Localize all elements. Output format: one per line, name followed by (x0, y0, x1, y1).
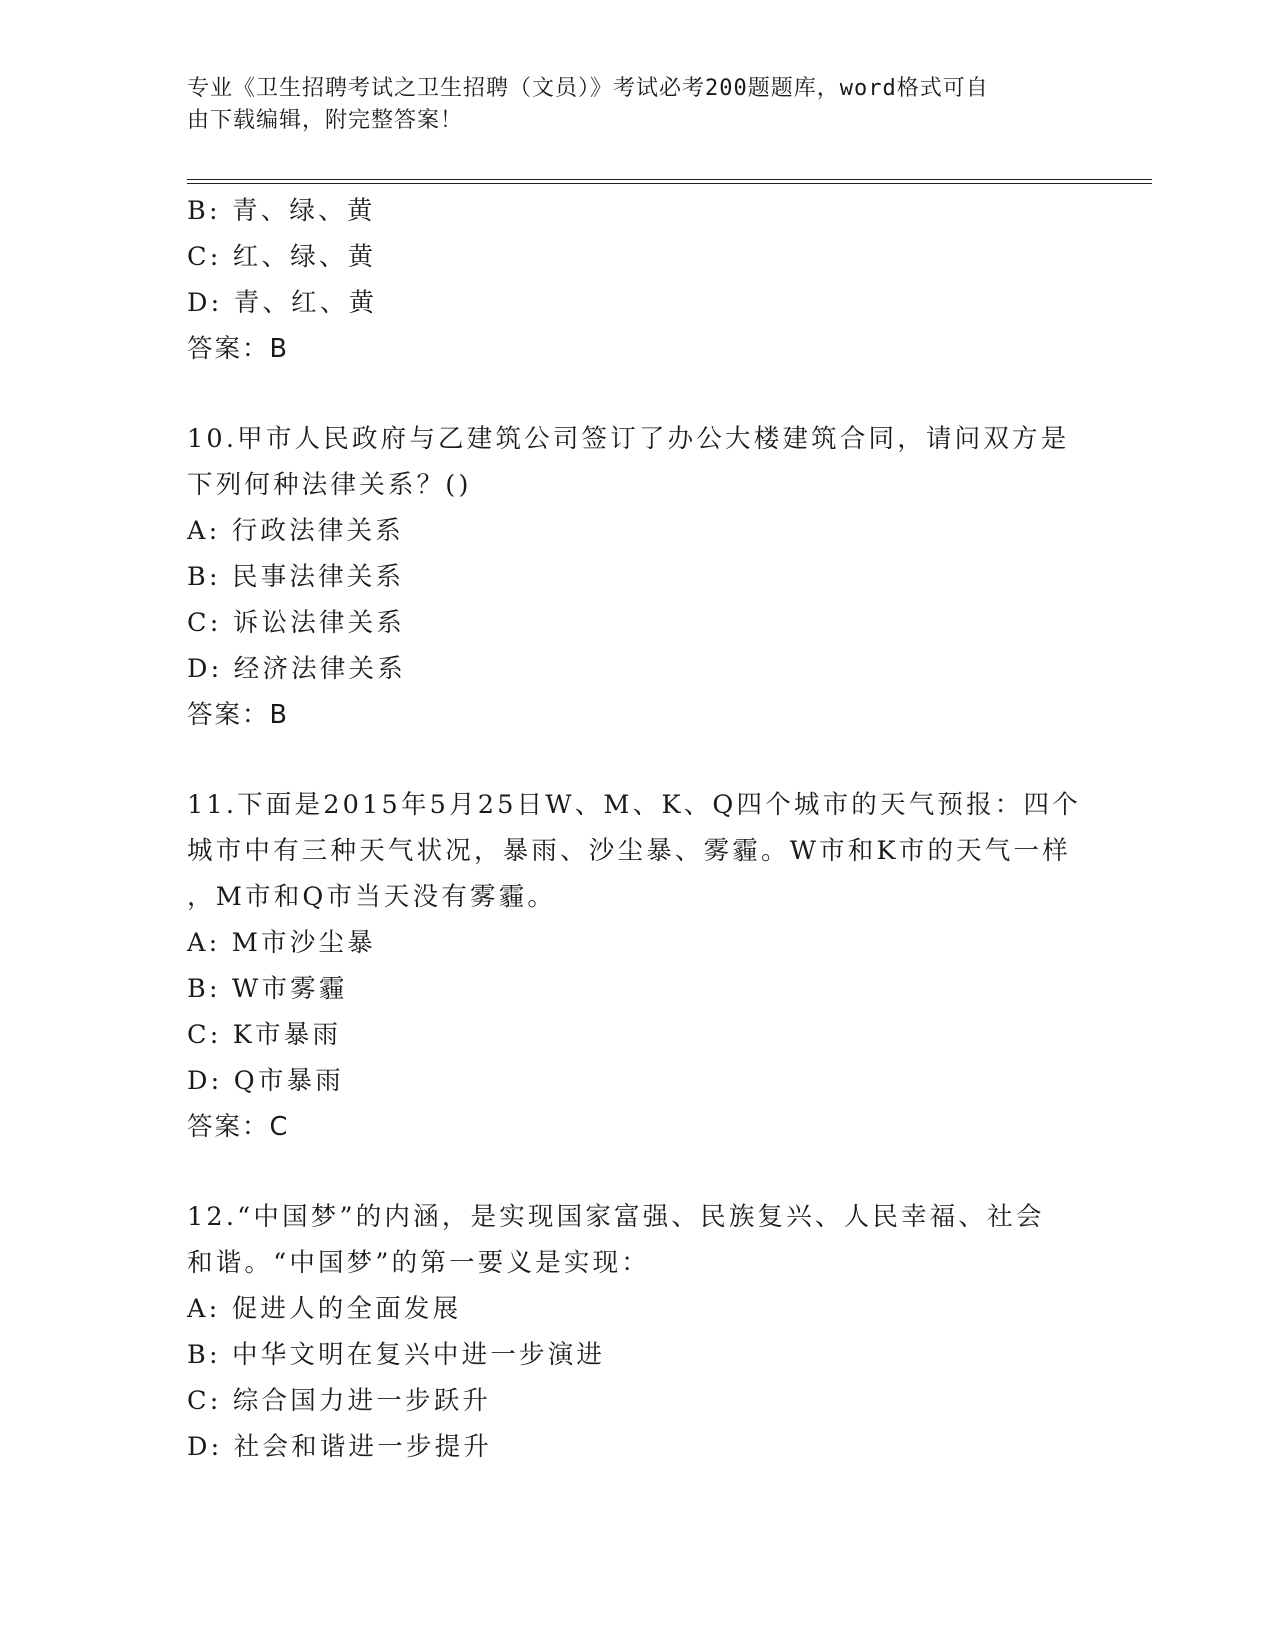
question-10 (187, 416, 1087, 738)
document-header (187, 73, 1067, 137)
question-stem-line: 10.甲市人民政府与乙建筑公司签订了办公大楼建筑合同，请问双方是 (187, 424, 1070, 454)
answer: 答案：B (187, 700, 289, 730)
question-12 (187, 1194, 1087, 1470)
option-b: B: 青、绿、黄 (187, 196, 376, 226)
question-11 (187, 782, 1087, 1150)
option-a: A: 行政法律关系 (187, 516, 404, 546)
option-c: C: 综合国力进一步跃升 (187, 1386, 492, 1416)
option-d: D: 社会和谐进一步提升 (187, 1432, 493, 1462)
option-b: B: W市雾霾 (187, 974, 348, 1004)
option-a: A: 促进人的全面发展 (187, 1294, 462, 1324)
option-d: D: Q市暴雨 (187, 1066, 344, 1096)
answer: 答案：C (187, 1112, 290, 1142)
question-stem-line: 城市中有三种天气状况，暴雨、沙尘暴、雾霾。W市和K市的天气一样 (187, 836, 1071, 866)
answer: 答案：B (187, 334, 289, 364)
option-d: D: 经济法律关系 (187, 654, 406, 684)
question-stem-line: 12.“中国梦”的内涵，是实现国家富强、民族复兴、人民幸福、社会 (187, 1202, 1045, 1232)
option-d: D: 青、红、黄 (187, 288, 378, 318)
option-a: A: M市沙尘暴 (187, 928, 376, 958)
option-b: B: 民事法律关系 (187, 562, 405, 592)
question-stem-line: 下列何种法律关系？() (187, 470, 472, 500)
option-c: C: K市暴雨 (187, 1020, 342, 1050)
question-stem-line: 11.下面是2015年5月25日W、M、K、Q四个城市的天气预报：四个 (187, 790, 1081, 820)
option-b: B: 中华文明在复兴中进一步演进 (187, 1340, 606, 1370)
header-line-1: 专业《卫生招聘考试之卫生招聘（文员）》考试必考200题题库，word格式可自 (187, 76, 989, 101)
question-list (187, 188, 1087, 1470)
option-c: C: 红、绿、黄 (187, 242, 377, 272)
header-line-2: 由下载编辑，附完整答案！ (187, 108, 464, 133)
question-stem-line: ，M市和Q市当天没有雾霾。 (187, 882, 557, 912)
header-divider (187, 179, 1152, 184)
option-c: C: 诉讼法律关系 (187, 608, 406, 638)
question-stem-line: 和谐。“中国梦”的第一要义是实现： (187, 1248, 650, 1278)
question-9 (187, 188, 1087, 372)
